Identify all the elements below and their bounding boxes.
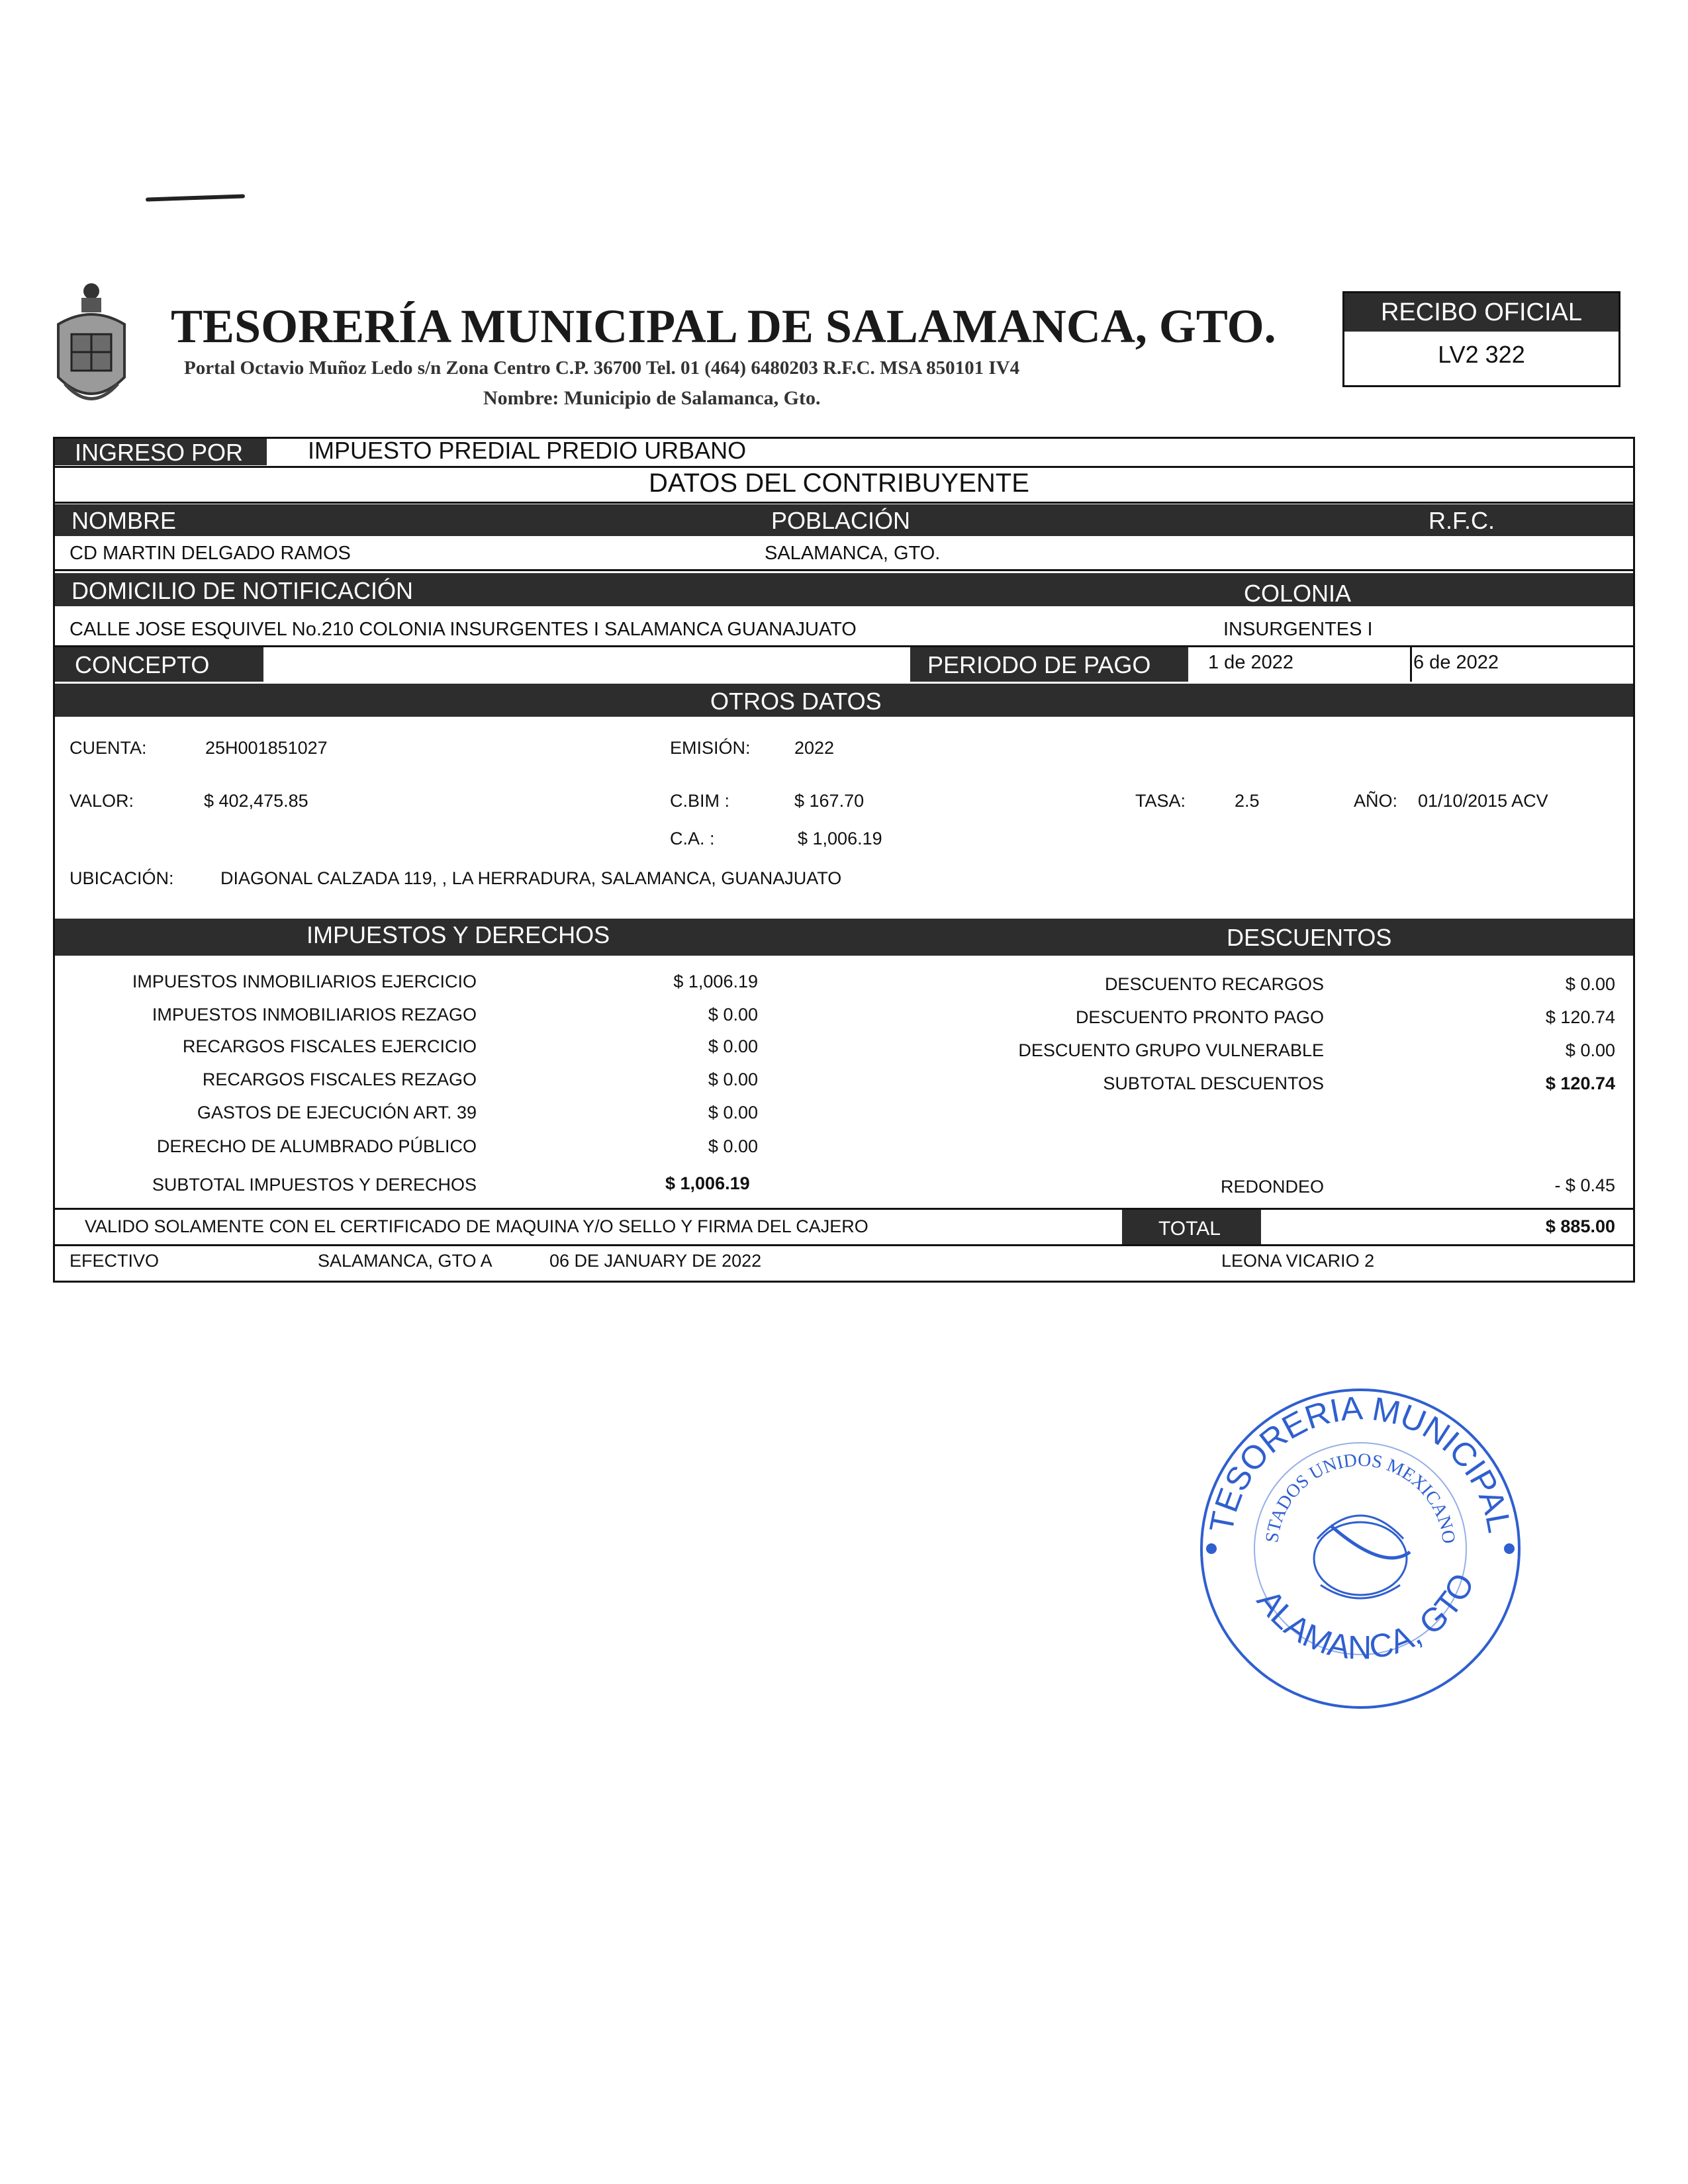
svg-text:ESTADOS UNIDOS MEXICANOS: STADOS UNIDOS MEXICANO (1262, 1449, 1460, 1545)
valido-text: VALIDO SOLAMENTE CON EL CERTIFICADO DE MAQUINA Y/O SELLO Y FIRMA DEL CAJERO (85, 1216, 868, 1236)
descuentos-subtotal: $ 120.74 (1545, 1073, 1615, 1093)
total-value: $ 885.00 (1545, 1216, 1615, 1236)
nombre-label: NOMBRE (71, 507, 177, 534)
total-label: TOTAL (1158, 1218, 1221, 1240)
coat-of-arms-icon (52, 278, 131, 420)
ca-label: C.A. : (670, 829, 715, 848)
descuento-label: DESCUENTO RECARGOS (1104, 974, 1324, 994)
recibo-label-bar (1344, 293, 1618, 332)
ubicacion-value: DIAGONAL CALZADA 119, , LA HERRADURA, SALAMANCA, GUANAJUATO (220, 868, 842, 888)
forma-pago: EFECTIVO (70, 1251, 160, 1271)
periodo-hasta: 6 de 2022 (1413, 652, 1499, 673)
svg-text:TESORERIA MUNICIPAL: TESORERIA MUNICIPAL (1202, 1389, 1519, 1536)
nombre-value: CD MARTIN DELGADO RAMOS (70, 543, 351, 564)
poblacion-value: SALAMANCA, GTO. (765, 543, 941, 564)
anio-label: AÑO: (1354, 791, 1398, 811)
lugar: SALAMANCA, GTO A (318, 1251, 492, 1271)
impuesto-amount: $ 0.00 (708, 1069, 758, 1089)
impuesto-label: IMPUESTOS INMOBILIARIOS REZAGO (152, 1005, 477, 1024)
impuestos-subtotal-label: SUBTOTAL IMPUESTOS Y DERECHOS (152, 1175, 477, 1195)
ingreso-value: IMPUESTO PREDIAL PREDIO URBANO (308, 437, 747, 464)
impuestos-title: IMPUESTOS Y DERECHOS (306, 921, 610, 948)
divider (53, 502, 1635, 504)
ubicacion-label: UBICACIÓN: (70, 868, 174, 888)
impuesto-amount: $ 0.00 (708, 1005, 758, 1024)
descuento-amount: $ 0.00 (1565, 1040, 1615, 1060)
redondeo-label: REDONDEO (1220, 1177, 1324, 1197)
official-stamp (1185, 1373, 1536, 1724)
page-title: TESORERÍA MUNICIPAL DE SALAMANCA, GTO. (171, 300, 1276, 353)
poblacion-label: POBLACIÓN (771, 507, 911, 534)
total-label-bar (1122, 1210, 1261, 1244)
valor-label: VALOR: (70, 791, 134, 811)
impuestos-header-bar (55, 919, 1633, 956)
ingreso-label-bar (55, 439, 267, 465)
impuesto-amount: $ 0.00 (708, 1103, 758, 1122)
svg-text:SALAMANCA, GTO: ALAMANCA, GTO (1249, 1567, 1482, 1666)
descuento-label: DESCUENTO GRUPO VULNERABLE (1018, 1040, 1324, 1060)
concepto-label: CONCEPTO (75, 651, 210, 678)
impuesto-label: RECARGOS FISCALES REZAGO (202, 1069, 477, 1089)
divider (53, 1244, 1635, 1246)
divider (1410, 647, 1412, 682)
cuenta-value: 25H001851027 (205, 738, 328, 758)
otros-title: OTROS DATOS (710, 688, 882, 715)
tasa-label: TASA: (1135, 791, 1186, 811)
cajero: LEONA VICARIO 2 (1221, 1251, 1375, 1271)
periodo-label: PERIODO DE PAGO (927, 651, 1151, 678)
cuenta-label: CUENTA: (70, 738, 147, 758)
descuentos-subtotal-label: SUBTOTAL DESCUENTOS (1103, 1073, 1324, 1093)
divider (53, 1208, 1635, 1210)
descuento-amount: $ 120.74 (1545, 1007, 1615, 1027)
impuesto-label: IMPUESTOS INMOBILIARIOS EJERCICIO (132, 972, 477, 991)
nombre-header-bar (55, 504, 1633, 536)
tasa-value: 2.5 (1235, 791, 1260, 811)
cbim-label: C.BIM : (670, 791, 730, 811)
pen-mark (146, 194, 245, 201)
valor-value: $ 402,475.85 (204, 791, 308, 811)
impuestos-subtotal: $ 1,006.19 (665, 1173, 750, 1193)
divider (53, 645, 1635, 647)
domicilio-label: DOMICILIO DE NOTIFICACIÓN (71, 577, 414, 604)
header-nombre: Nombre: Municipio de Salamanca, Gto. (483, 387, 821, 409)
divider (53, 569, 1635, 571)
descuentos-title: DESCUENTOS (1227, 924, 1392, 951)
header-address: Portal Octavio Muñoz Ledo s/n Zona Centro C.P. 36700 Tel. 01 (464) 6480203 R.F.C. MSA 850101 IV4 (184, 357, 1020, 379)
divider (53, 466, 1635, 468)
impuesto-label: RECARGOS FISCALES EJERCICIO (182, 1036, 477, 1056)
periodo-label-bar (910, 647, 1188, 682)
impuesto-label: DERECHO DE ALUMBRADO PÚBLICO (156, 1136, 477, 1156)
ca-value: $ 1,006.19 (798, 829, 882, 848)
rfc-label: R.F.C. (1429, 507, 1495, 534)
impuesto-amount: $ 1,006.19 (673, 972, 758, 991)
recibo-label: RECIBO OFICIAL (1380, 298, 1583, 326)
anio-value: 01/10/2015 ACV (1418, 791, 1548, 811)
redondeo-value: - $ 0.45 (1554, 1175, 1615, 1195)
otros-header-bar (55, 684, 1633, 717)
descuento-amount: $ 0.00 (1565, 974, 1615, 994)
impuesto-label: GASTOS DE EJECUCIÓN ART. 39 (197, 1103, 477, 1122)
cbim-value: $ 167.70 (794, 791, 865, 811)
impuesto-amount: $ 0.00 (708, 1136, 758, 1156)
concepto-label-bar (55, 647, 263, 682)
domicilio-value: CALLE JOSE ESQUIVEL No.210 COLONIA INSURGENTES I SALAMANCA GUANAJUATO (70, 619, 857, 640)
colonia-label: COLONIA (1244, 580, 1352, 607)
recibo-box (1342, 291, 1620, 387)
ingreso-label: INGRESO POR (75, 439, 244, 466)
emision-value: 2022 (794, 738, 835, 758)
domicilio-header-bar (55, 573, 1633, 606)
emision-label: EMISIÓN: (670, 738, 751, 758)
fecha: 06 DE JANUARY DE 2022 (549, 1251, 762, 1271)
recibo-number: LV2 322 (1438, 341, 1525, 368)
periodo-desde: 1 de 2022 (1208, 652, 1294, 673)
descuento-label: DESCUENTO PRONTO PAGO (1075, 1007, 1324, 1027)
colonia-value: INSURGENTES I (1223, 619, 1373, 640)
contribuyente-title: DATOS DEL CONTRIBUYENTE (649, 469, 1029, 498)
impuesto-amount: $ 0.00 (708, 1036, 758, 1056)
